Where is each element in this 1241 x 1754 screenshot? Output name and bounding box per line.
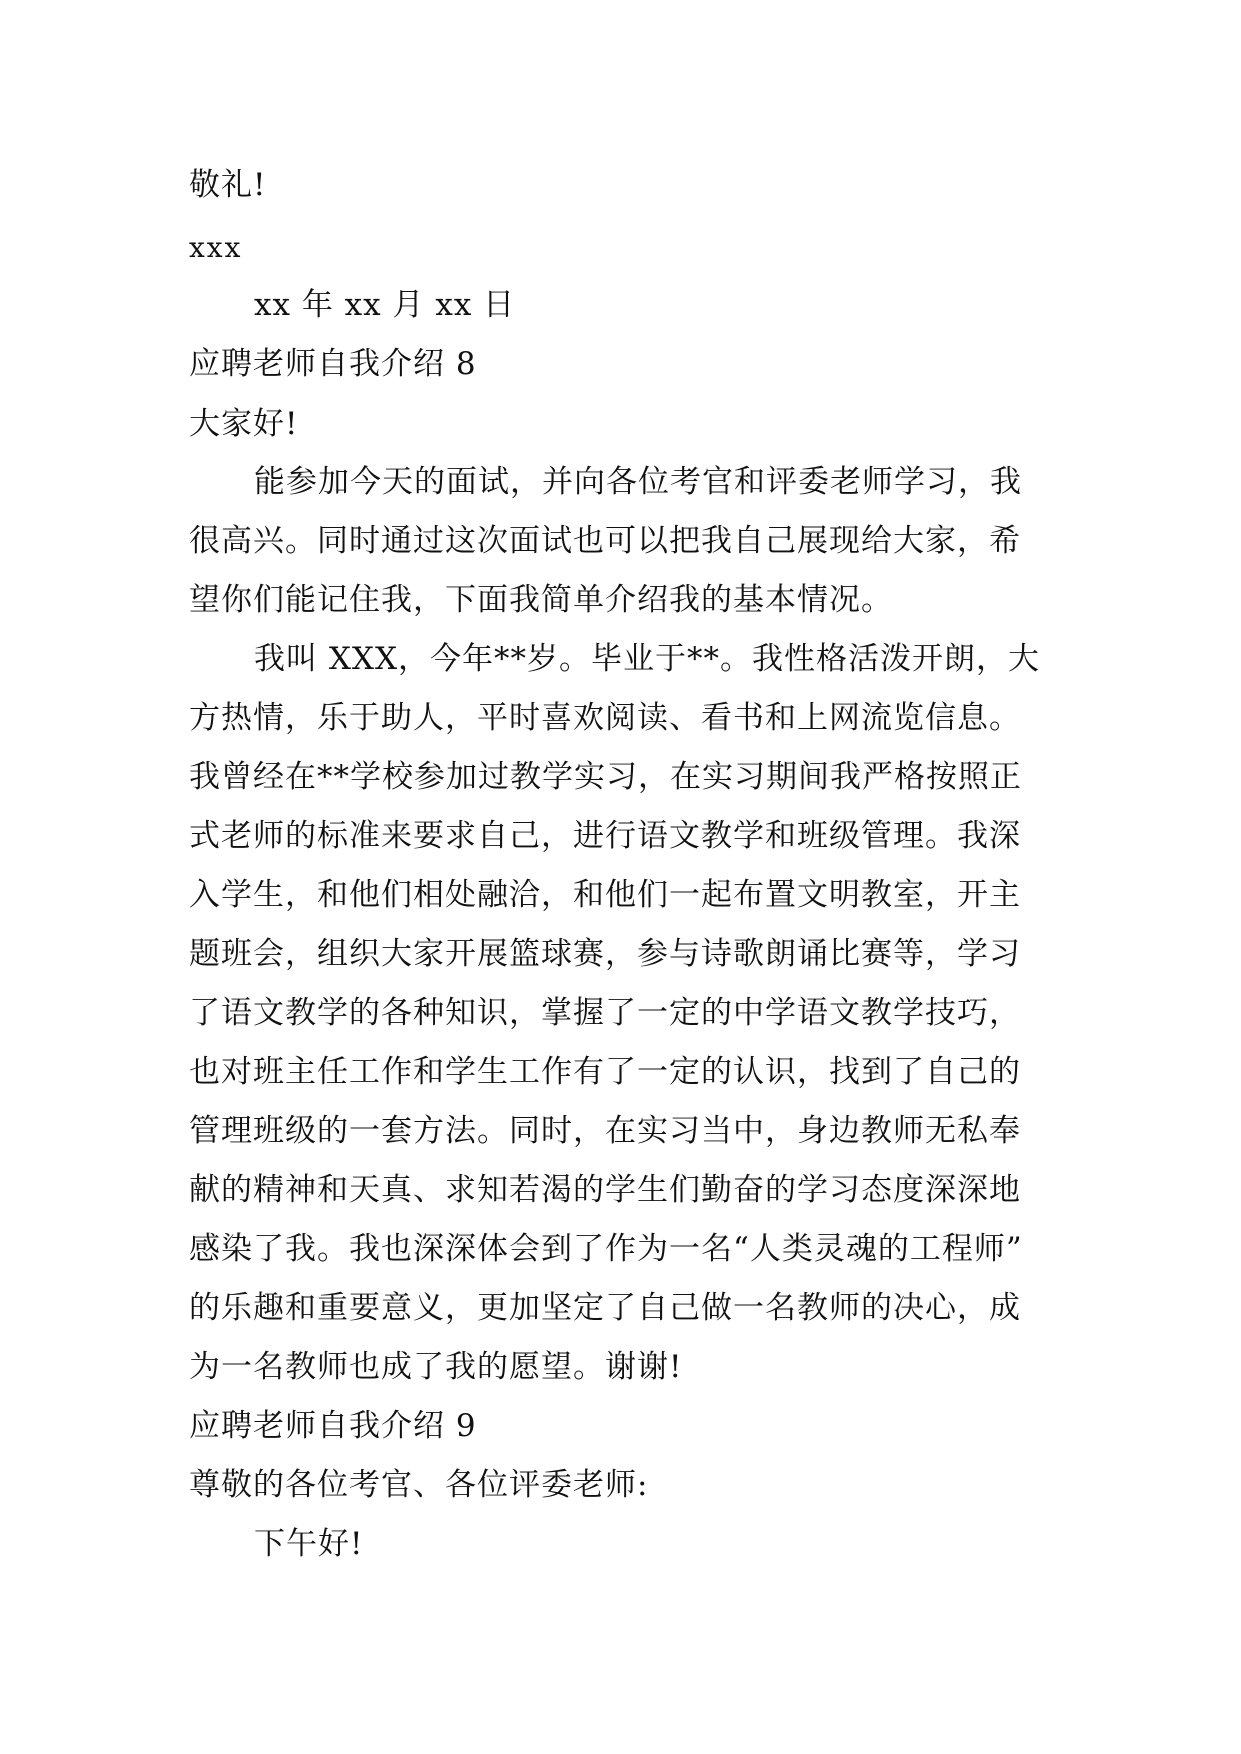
greeting: 大家好!	[189, 406, 299, 442]
paragraph-line: 为一名教师也成了我的愿望。谢谢!	[189, 1349, 683, 1385]
paragraph-line: 感染了我。我也深深体会到了作为一名“人类灵魂的工程师”	[189, 1231, 1023, 1267]
paragraph-line: 了语文教学的各种知识，掌握了一定的中学语文教学技巧，	[189, 995, 1021, 1031]
greeting-afternoon: 下午好!	[254, 1526, 364, 1562]
signature-name: xxx	[189, 231, 243, 264]
paragraph-line: 很高兴。同时通过这次面试也可以把我自己展现给大家，希	[189, 523, 1021, 559]
paragraph-line: 式老师的标准来要求自己，进行语文教学和班级管理。我深	[189, 818, 1021, 854]
paragraph-line: 也对班主任工作和学生工作有了一定的认识，找到了自己的	[189, 1054, 1021, 1090]
paragraph-line: 我曾经在**学校参加过教学实习，在实习期间我严格按照正	[189, 759, 1022, 795]
section-heading-8: 应聘老师自我介绍 8	[189, 346, 477, 382]
paragraph-line: 我叫 XXX，今年**岁。毕业于**。我性格活泼开朗，大	[254, 641, 1041, 677]
salutation: 尊敬的各位考官、各位评委老师:	[189, 1467, 649, 1503]
paragraph-line: 的乐趣和重要意义，更加坚定了自己做一名教师的决心，成	[189, 1290, 1021, 1326]
paragraph-line: 题班会，组织大家开展篮球赛，参与诗歌朗诵比赛等，学习	[189, 936, 1021, 972]
section-heading-9: 应聘老师自我介绍 9	[189, 1408, 477, 1444]
paragraph-line: 望你们能记住我，下面我简单介绍我的基本情况。	[189, 582, 893, 618]
paragraph-line: 方热情，乐于助人，平时喜欢阅读、看书和上网流览信息。	[189, 700, 1021, 736]
closing-salutation: 敬礼!	[189, 167, 267, 203]
paragraph-line: 能参加今天的面试，并向各位考官和评委老师学习，我	[254, 464, 1022, 500]
paragraph-line: 献的精神和天真、求知若渴的学生们勤奋的学习态度深深地	[189, 1172, 1021, 1208]
paragraph-line: 管理班级的一套方法。同时，在实习当中，身边教师无私奉	[189, 1113, 1021, 1149]
signature-date: xx 年 xx 月 xx 日	[254, 287, 516, 323]
paragraph-line: 入学生，和他们相处融洽，和他们一起布置文明教室，开主	[189, 877, 1021, 913]
